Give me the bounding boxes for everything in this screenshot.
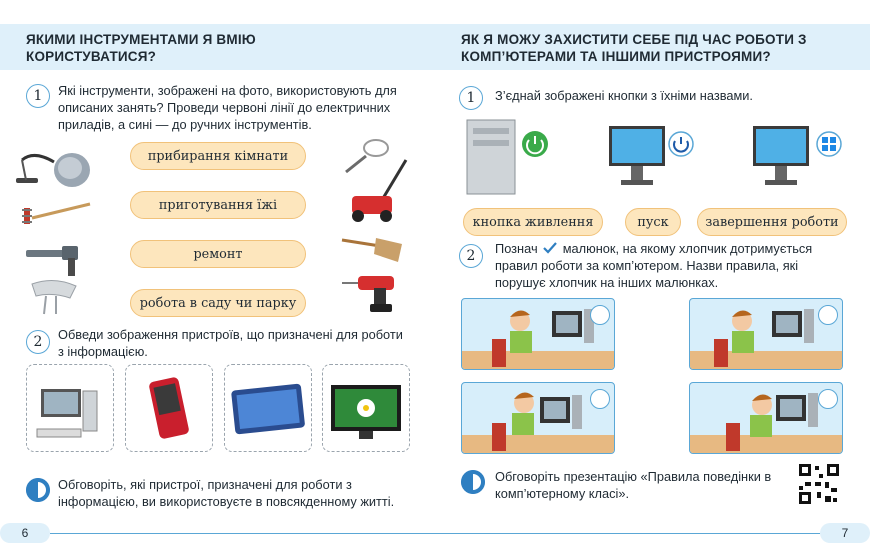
page-number: 6 bbox=[0, 523, 50, 543]
discussion-prompt: Обговоріть презентацію «Правила поведінки в комп’ютерному класі». bbox=[495, 469, 772, 501]
device-option-tablet[interactable] bbox=[224, 364, 312, 452]
right-page bbox=[435, 0, 870, 553]
device-option-computer[interactable] bbox=[26, 364, 114, 452]
scene-picture-3[interactable] bbox=[461, 382, 615, 454]
scene-picture-1[interactable] bbox=[461, 298, 615, 370]
activity-pill[interactable]: приготування їжі bbox=[130, 191, 306, 219]
activity-pill[interactable]: ремонт bbox=[130, 240, 306, 268]
tablet-icon bbox=[225, 365, 311, 451]
page-number: 7 bbox=[820, 523, 870, 543]
qr-code-icon[interactable] bbox=[797, 462, 841, 506]
lawn-mower-icon[interactable] bbox=[346, 156, 416, 226]
rake-icon[interactable] bbox=[20, 198, 94, 228]
activity-pill[interactable]: робота в саду чи парку bbox=[130, 289, 306, 317]
monitor-start-button-icon[interactable] bbox=[605, 122, 695, 194]
button-label-pill[interactable]: завершення роботи bbox=[697, 208, 847, 236]
broom-icon[interactable] bbox=[340, 232, 406, 266]
page-title: ЯКИМИ ІНСТРУМЕНТАМИ Я ВМІЮ КОРИСТУВАТИСЯ? bbox=[26, 32, 256, 64]
mobile-phone-icon bbox=[126, 365, 212, 451]
task-instruction: Які інструменти, зображені на фото, використовують для описаних занять? Проведи червоні лінії до електричних приладів, а сині — до ручних інструментів. bbox=[58, 83, 397, 132]
button-label-pill[interactable]: пуск bbox=[625, 208, 681, 236]
activity-pill[interactable]: прибирання кімнати bbox=[130, 142, 306, 170]
footer-line bbox=[50, 533, 435, 535]
scene-picture-4[interactable] bbox=[689, 382, 843, 454]
task-number-badge: 2 bbox=[459, 244, 483, 268]
instruction-part: Познач bbox=[495, 241, 538, 256]
scene-picture-2[interactable] bbox=[689, 298, 843, 370]
desktop-computer-icon bbox=[27, 365, 113, 451]
instruction-part: малюнок, на якому хлопчик дотримується правил роботи за комп’ютером. Назви правила, які порушує хлопчик на інших малюнках. bbox=[495, 241, 813, 290]
checkmark-icon bbox=[543, 242, 557, 254]
discussion-icon bbox=[26, 478, 50, 502]
mark-checkbox[interactable] bbox=[818, 389, 838, 409]
hammer-icon[interactable] bbox=[22, 244, 84, 278]
discussion-icon bbox=[461, 470, 485, 494]
mark-checkbox[interactable] bbox=[818, 305, 838, 325]
mark-checkbox[interactable] bbox=[590, 389, 610, 409]
task-instruction: Обведи зображення пристроїв, що призначені для роботи з інформацією. bbox=[58, 327, 403, 359]
device-option-phone[interactable] bbox=[125, 364, 213, 452]
task-number-badge: 1 bbox=[26, 84, 50, 108]
button-label-pill[interactable]: кнопка живлення bbox=[463, 208, 603, 236]
device-option-monitor[interactable] bbox=[322, 364, 410, 452]
task-number-badge: 1 bbox=[459, 86, 483, 110]
mark-checkbox[interactable] bbox=[590, 305, 610, 325]
system-unit-power-button-icon[interactable] bbox=[463, 116, 559, 196]
task-instruction bbox=[495, 240, 840, 291]
task-number-badge: 2 bbox=[26, 330, 50, 354]
task-instruction: З’єднай зображені кнопки з їхніми назвами. bbox=[495, 88, 753, 103]
page-title: ЯК Я МОЖУ ЗАХИСТИТИ СЕБЕ ПІД ЧАС РОБОТИ З КОМП’ЮТЕРАМИ ТА ІНШИМИ ПРИСТРОЯМИ? bbox=[461, 32, 807, 64]
drill-icon[interactable] bbox=[340, 270, 408, 314]
footer-line bbox=[435, 533, 820, 535]
monitor-shutdown-button-icon[interactable] bbox=[749, 122, 845, 194]
discussion-prompt: Обговоріть, які пристрої, призначені для роботи з інформацією, ви використовуєте в повсякденному житті. bbox=[58, 477, 395, 509]
mixer-icon[interactable] bbox=[26, 276, 82, 316]
tv-monitor-icon bbox=[323, 365, 409, 451]
vacuum-cleaner-icon[interactable] bbox=[14, 140, 94, 190]
